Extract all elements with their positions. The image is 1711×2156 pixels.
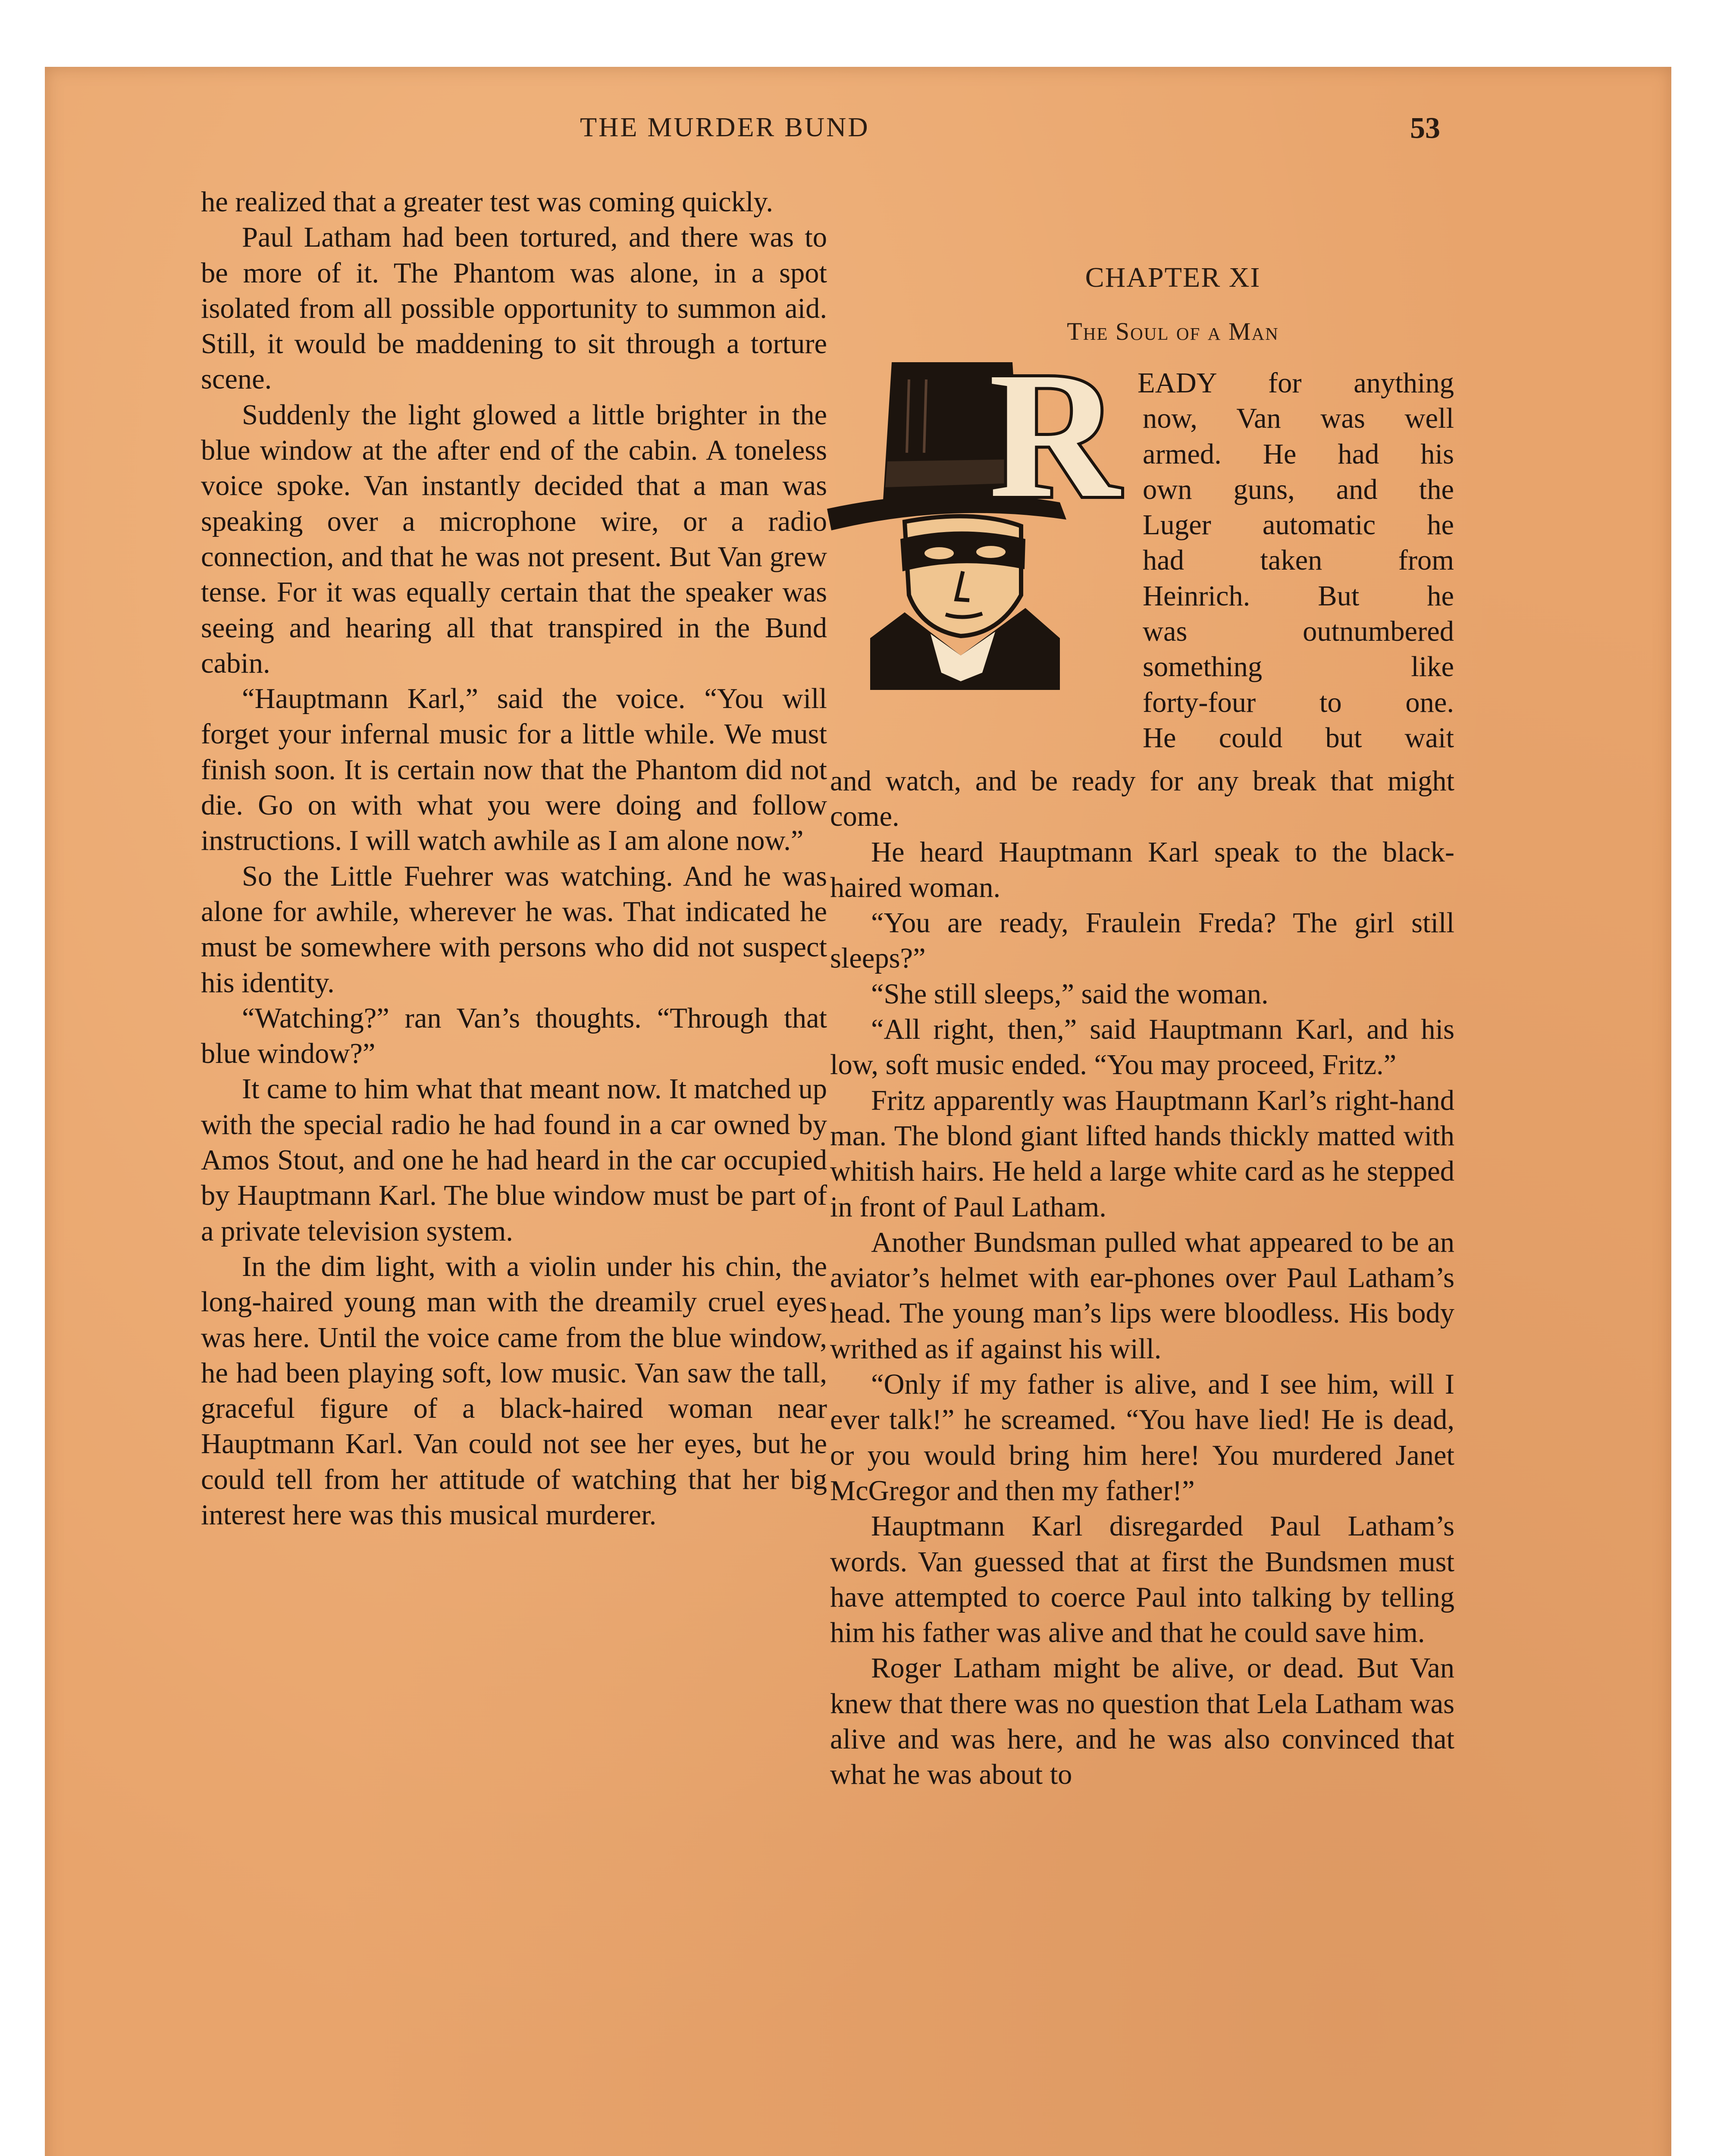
left-column xyxy=(201,185,827,1533)
intro-line: Heinrich. But he xyxy=(1143,580,1454,612)
dropcap-letter: R xyxy=(989,354,1120,535)
right-paragraph: and watch, and be ready for any break that might come. xyxy=(830,765,1454,833)
right-paragraph: Another Bundsman pulled what appeared to be an aviator’s helmet with ear-phones over Paul Latham’s head. The young man’s lips were bloodless. His body writhed as if against his will. xyxy=(830,1226,1454,1365)
intro-line: forty-four to one. xyxy=(1143,686,1454,718)
intro-line: He could but wait xyxy=(1143,722,1454,754)
right-paragraph: “All right, then,” said Hauptmann Karl, and his low, soft music ended. “You may proceed, Fritz.” xyxy=(830,1014,1454,1081)
intro-line: was outnumbered xyxy=(1143,616,1454,648)
left-paragraph: It came to him what that meant now. It matched up with the special radio he had found in a car owned by Amos Stout, and one he had heard in the car occupied by Hauptmann Karl. The blue window must be part of a private television system. xyxy=(201,1073,827,1247)
left-paragraph: In the dim light, with a violin under his chin, the long-haired young man with the dreamily cruel eyes was here. Until the voice came from the blue window, he had been playing soft, low music. Van saw the tall, graceful figure of a black-haired woman near Hauptmann Karl. Van could not see her eyes, but he could tell from her attitude of watching that her big interest here was this musical murderer. xyxy=(201,1250,827,1531)
intro-line: Luger automatic he xyxy=(1143,509,1454,541)
left-paragraph: Paul Latham had been tortured, and there was to be more of it. The Phantom was alone, in a spot isolated from all possible opportunity to summon aid. Still, it would be maddening to sit through a torture scene. xyxy=(201,222,827,395)
chapter-title: The Soul of a Man xyxy=(1067,317,1279,345)
left-paragraph: “Watching?” ran Van’s thoughts. “Through that blue window?” xyxy=(201,1002,827,1070)
right-paragraph: He heard Hauptmann Karl speak to the black-haired woman. xyxy=(830,836,1454,903)
right-paragraph: “You are ready, Fraulein Freda? The girl still sleeps?” xyxy=(830,907,1454,975)
left-paragraph: “Hauptmann Karl,” said the voice. “You will forget your infernal music for a little while. We must finish soon. It is certain now that the Phantom did not die. Go on with what you were doing and follow instructions. I will watch awhile as I am alone now.” xyxy=(201,683,827,857)
intro-line: own guns, and the xyxy=(1143,473,1454,505)
intro-line: had taken from xyxy=(1143,545,1454,577)
intro-line: EADY for anything xyxy=(1138,367,1454,399)
chapter-intro xyxy=(1138,366,1454,756)
masked-man-top-hat-icon xyxy=(818,354,1146,690)
left-paragraph: So the Little Fuehrer was watching. And he was alone for awhile, wherever he was. That indicated he must be somewhere with persons who did not suspect his identity. xyxy=(201,860,827,999)
left-paragraph: Suddenly the light glowed a little brighter in the blue window at the after end of the cabin. A toneless voice spoke. Van instantly decided that a man was speaking over a microphone wire, or a radio connection, and that he was not present. But Van grew tense. For it was equally certain that the speaker was seeing and hearing all that transpired in the Bund cabin. xyxy=(201,399,827,679)
intro-line: now, Van was well xyxy=(1143,403,1454,435)
right-paragraph: Fritz apparently was Hauptmann Karl’s right-hand man. The blond giant lifted hands thickly matted with whitish hairs. He held a large white card as he stepped in front of Paul Latham. xyxy=(830,1084,1454,1223)
right-paragraph: Hauptmann Karl disregarded Paul Latham’s words. Van guessed that at first the Bundsmen must have attempted to coerce Paul into talking by telling him his father was alive and that he could save him. xyxy=(830,1510,1454,1649)
chapter-number: CHAPTER XI xyxy=(1085,262,1261,293)
right-paragraph: “Only if my father is alive, and I see him, will I ever talk!” he screamed. “You have lied! He is dead, or you would bring him here! You murdered Janet McGregor and then my father!” xyxy=(830,1369,1454,1507)
intro-line: armed. He had his xyxy=(1143,438,1454,470)
intro-line: something like xyxy=(1143,651,1454,683)
left-paragraph: he realized that a greater test was coming quickly. xyxy=(201,186,773,218)
right-paragraph: Roger Latham might be alive, or dead. But Van knew that there was no question that Lela Latham was alive and was here, and he was also convinced that what he was about to xyxy=(830,1652,1454,1791)
right-paragraph: “She still sleeps,” said the woman. xyxy=(871,978,1269,1010)
running-title: THE MURDER BUND xyxy=(580,112,870,142)
right-column xyxy=(830,764,1454,1793)
page-number: 53 xyxy=(1410,112,1440,145)
